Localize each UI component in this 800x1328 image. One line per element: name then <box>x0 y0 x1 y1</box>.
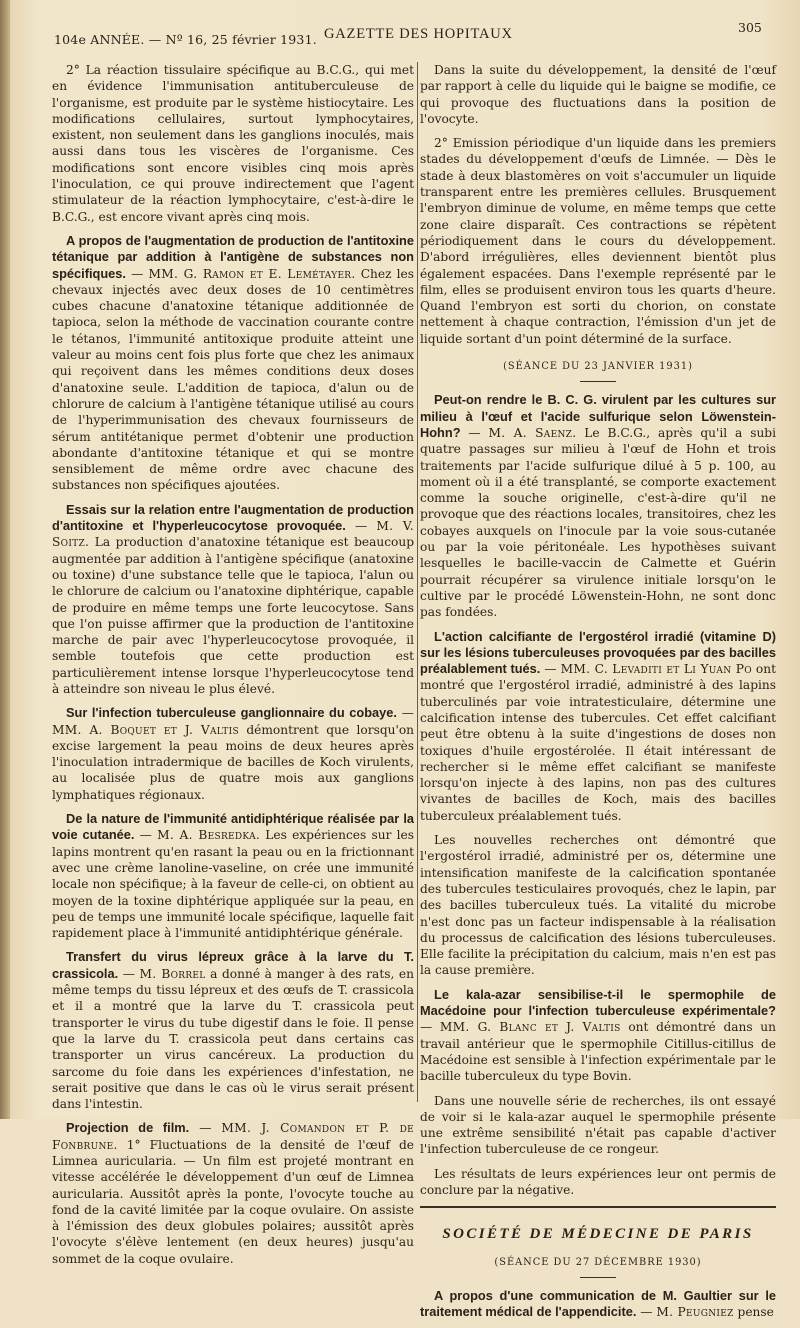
article-paragraph: L'action calcifiante de l'ergostérol irradié (vitamine D) sur les lésions tuberculeuses provoquées par des bacilles préalablement tués. — MM. C. Levaditi et Li Yuan Po ont montré que l'ergostérol irradié, administré à des lapins tuberculinés par voie intratesticulaire, détermine une calcification intense des tubercules. Cet effet calcifiant peut être obtenu à la suite d'ingestions de doses non toxiques d'huile ergostérolée. Il était intéressant de rechercher si le même effet calcifiant se manifeste lorsqu'on injecte à des lapins, non pas des cultures vivantes de bacilles de Koch, mais des bacilles tuberculeux préalablement tués. <box>420 628 777 823</box>
article-paragraph: Transfert du virus lépreux grâce à la larve du T. crassicola. — M. Borrel a donné à manger à des rats, en même temps du tissu lépreux et des œufs de T. crassicola et il a montré que la larve du T. crassicola peut transporter le virus du tube digestif dans le foie. Il pense que la larve du T. crassicola peut dans certains cas transporter un virus cancéreux. La production du sarcome du foie dans les expériences d'infestation, ne serait positive que dans le cas où le virus serait présent dans l'intestin. <box>52 949 414 1112</box>
article-body: a donné à manger à des rats, en même temps du tissu lépreux et des œufs de T. crassicola et il a montré que la larve du T. crassicola peut transporter le virus du tube digestif dans le foie. Il pense que la larve du T. crassicola peut dans certains cas transporter un virus cancéreux. La production du sarcome du foie dans les expériences d'infestation, ne serait positive que dans le cas où le virus serait présent dans l'intestin. <box>52 966 414 1112</box>
column-divider <box>417 62 418 1102</box>
article-title: De la nature de l'immunité antidiphtérique réalisée par la voie cutanée. <box>52 811 414 843</box>
article-title: Transfert du virus lépreux grâce à la larve du T. crassicola. <box>52 949 414 981</box>
binding-edge <box>0 0 10 1119</box>
journal-title: GAZETTE DES HOPITAUX <box>324 26 513 42</box>
article-title: A propos de l'augmentation de production de l'antitoxine tétanique par addition à l'antigène de substances non spécifiques. <box>52 232 414 281</box>
session-date: (SÉANCE DU 27 DÉCEMBRE 1930) <box>494 1256 702 1268</box>
article-body: Les nouvelles recherches ont démontré que l'ergostérol irradié, administré per os, détermine une intensification manifeste de la calcification spontanée des tubercules testiculaires provoqués, chez le lapin, par des bacilles tuberculeux tués. La vitalité du microbe n'est donc pas un facteur indispensable à la réalisation du processus de calcification des lésions tuberculeuses. Elle facilite la précipitation du calcium, mais n'en est pas la cause première. <box>420 833 776 978</box>
article-paragraph: De la nature de l'immunité antidiphtérique réalisée par la voie cutanée. — M. A. Besredka. Les expériences sur les lapins montrent qu'en rasant la peau ou en la frictionnant avec une crème lanoline-vaseline, on crée une immunité locale non spécifique; à la faveur de celle-ci, on obtient au moyen de la toxine diphtérique appliquée sur la peau, en peu de temps une immunité locale spécifique, laquelle fait rapidement place à l'immunité antidiphtérique générale. <box>52 811 414 941</box>
article-body: Le B.C.G., après qu'il a subi quatre passages sur milieu à l'œuf de Hohn et trois traitements par l'acide sulfurique dilué à 5 p. 100, au moment où il a été transplanté, se comporte exactement comme la souche originelle, c'est-à-dire qu'il ne provoque que des réactions locales, transitoires, chez les cobayes auxquels on l'inocule par la voie sous-cutanée ou par la voie péritonéale. Les hypothèses suivant lesquelles le bacille-vaccin de Calmette et Guérin pourrait récupérer sa virulence initiale lorsqu'on le cultive par le procédé Löwenstein-Hohn, ne sont donc pas fondées. <box>420 425 776 620</box>
article-body: 2° La réaction tissulaire spécifique au B.C.G., qui met en évidence l'immunisation antituberculeuse de l'organisme, est produite par le système histiocytaire. Les modifications cellulaires, surtout lymphocytaires, existent, non seulement dans les ganglions inoculés, mais aussi dans tous les viscères de l'organisme. Ces modifications sont encore visibles cinq mois après l'inoculation, ce qui prouve indirectement que l'agent stimulateur de la réaction lymphocytaire, c'est-à-dire le B.C.G., est encore vivant après cinq mois. <box>52 63 414 224</box>
section-rule <box>420 1206 776 1208</box>
article-authors: MM. G. Ramon et E. Lemétayer. <box>148 266 356 281</box>
article-authors: M. A. Besredka. <box>157 828 261 843</box>
article-title: L'action calcifiante de l'ergostérol irradié (vitamine D) sur les lésions tuberculeuses provoquées par des bacilles préalablement tués. <box>420 628 776 677</box>
article-body: Les expériences sur les lapins montrent qu'en rasant la peau ou en la frictionnant avec une crème lanoline-vaseline, on crée une immunité locale non spécifique; à la faveur de celle-ci, on obtient au moyen de la toxine diphtérique appliquée sur la peau, en peu de temps une immunité locale spécifique, laquelle fait rapidement place à l'immunité antidiphtérique générale. <box>52 828 414 941</box>
article-title: A propos d'une communication de M. Gaultier sur le traitement médical de l'appendicite. <box>420 1287 776 1320</box>
article-body: Dans une nouvelle série de recherches, ils ont essayé de voir si le kala-azar auquel le spermophile présente une extrême sensibilité n'était pas capable d'activer l'infection tuberculeuse de ce rongeur. <box>420 1093 776 1157</box>
article-title: Le kala-azar sensibilise-t-il le spermophile de Macédoine pour l'infection tuberculeuse expérimentale? <box>420 986 776 1019</box>
page-number: 305 <box>738 20 762 35</box>
article-paragraph: Projection de film. — MM. J. Comandon et P. de Fonbrune. 1° Fluctuations de la densité de l'œuf de Limnea auricularia. — Un film est projeté montrant en vitesse accélérée le développement d'un œuf de Limnea auricularia. Aussitôt après la ponte, l'ovocyte touche au fond de la cavité limitée par la coque ovulaire. On assiste à l'émission des deux globules polaires; aussitôt après l'ovocyte s'élève lentement (en deux heures) jusqu'au sommet de la coque ovulaire. <box>52 1120 414 1266</box>
article-authors: MM. J. Comandon et P. de Fonbrune. <box>52 1121 414 1152</box>
article-body: 2° Emission périodique d'un liquide dans les premiers stades du développement d'œufs de Limnée. — Dès le stade à deux blastomères on voit s'accumuler un liquide transparent entre les premières cellules. Brusquement l'embryon diminue de volume, en même temps que cette zone claire disparaît. Ces contractions se répètent périodiquement dans le cours du développement. D'abord irrégulières, elles deviennent bientôt plus également espacées. Dans l'exemple représenté par le film, elles se produisent environ tous les quarts d'heure. Quand l'embryon est sorti du chorion, on constate nettement à chaque contraction, l'émission d'un jet de liquide sortant d'un point déterminé de la surface. <box>420 136 776 346</box>
article-paragraph: Essais sur la relation entre l'augmentation de production d'antitoxine et l'hyperleucocytose provoquée. — M. V. Soitz. La production d'anatoxine tétanique est beaucoup augmentée par addition à l'antigène spécifique (anatoxine ou toxine) d'une substance telle que le tapioca, l'alun ou le chlorure de calcium ou l'anatoxine diphtérique, capable de produire en même temps une forte leucocytose. Sans que l'on puisse affirmer que la production de l'antitoxine marche de pair avec l'hyperleucocytose provoquée, il semble toutefois que cette production est particulièrement intense lorsque l'hyperleucocytose tend à atteindre son niveau le plus élevé. <box>52 501 415 696</box>
session-date: (SÉANCE DU 23 JANVIER 1931) <box>503 361 693 373</box>
article-body: démontrent que lorsqu'on excise largement la peau moins de deux heures après l'inoculation intradermique de bacilles de Koch virulents, au localisée plus de quatre mois aux ganglions lymphatiques régionaux. <box>52 722 415 802</box>
page-header <box>40 18 785 52</box>
article-paragraph: A propos de l'augmentation de production de l'antitoxine tétanique par addition à l'antigène de substances non spécifiques. — MM. G. Ramon et E. Lemétayer. Chez les chevaux injectés avec deux doses de 10 centimètres cubes chacune d'anatoxine tétanique additionnée de tapioca, selon la méthode de vaccination courante contre le tétanos, l'immunité antitoxique produite atteint une valeur au moins cent fois plus forte que chez les animaux qui reçoivent dans les mêmes conditions deux doses d'anatoxine seule. L'addition de tapioca, d'alun ou de chlorure de calcium à l'antigène tétanique utilisé au cours de l'hyperimmunisation des chevaux fournisseurs de sérum antitétanique permet d'obtenir une production abondante d'antitoxine tétanique et qui se montre sensiblement de même ordre avec chacune des substances non spécifiques ajoutées. <box>52 232 415 493</box>
article-authors: M. Peugniez <box>656 1305 734 1320</box>
article-title: Sur l'infection tuberculeuse ganglionnaire du cobaye. <box>66 705 397 721</box>
article-authors: MM. C. Levaditi et Li Yuan Po <box>560 662 752 677</box>
article-title: Peut-on rendre le B. C. G. virulent par les cultures sur milieu à l'œuf et l'acide sulfurique selon Löwenstein-Hohn? <box>420 392 776 440</box>
issue-line: 104e ANNÉE. — Nº 16, 25 février 1931. <box>54 32 317 47</box>
society-heading: SOCIÉTÉ DE MÉDECINE DE PARIS <box>442 1226 754 1243</box>
article-authors: MM. A. Boquet et J. Valtis <box>52 722 239 737</box>
article-authors: M. A. Saenz. <box>488 425 577 440</box>
article-paragraph: Le kala-azar sensibilise-t-il le spermophile de Macédoine pour l'infection tuberculeuse expérimentale? — MM. G. Blanc et J. Valtis ont démontré dans un travail antérieur que le spermophile Citillus-citillus de Macédoine est sensible à l'infection expérimentale par le bacille tuberculeux du type Bovin. <box>420 986 776 1084</box>
article-paragraph: Sur l'infection tuberculeuse ganglionnaire du cobaye. — MM. A. Boquet et J. Valtis démontrent que lorsqu'on excise largement la peau moins de deux heures après l'inoculation intradermique de bacilles de Koch virulents, au localisée plus de quatre mois aux ganglions lymphatiques régionaux. <box>52 705 415 802</box>
article-body: 1° Fluctuations de la densité de l'œuf de Limnea auricularia. — Un film est projeté montrant en vitesse accélérée le développement d'un œuf de Limnea auricularia. Aussitôt après la ponte, l'ovocyte touche au fond de la cavité limitée par la coque ovulaire. On assiste à l'émission des deux globules polaires; aussitôt après l'ovocyte s'élève lentement (en deux heures) jusqu'au sommet de la coque ovulaire. <box>52 1137 414 1266</box>
separator-rule <box>580 381 616 382</box>
article-authors: MM. G. Blanc et J. Valtis <box>439 1020 621 1035</box>
right-column <box>420 62 776 1328</box>
separator-rule <box>580 1277 616 1278</box>
article-body: ont démontré dans un travail antérieur que le spermophile Citillus-citillus de Macédoine est sensible à l'infection expérimentale par le bacille tuberculeux du type Bovin. <box>420 1020 776 1084</box>
article-paragraph: A propos d'une communication de M. Gaultier sur le traitement médical de l'appendicite. — M. Peugniez pense <box>420 1287 776 1320</box>
article-body: La production d'anatoxine tétanique est beaucoup augmentée par addition à l'antigène spécifique (anatoxine ou toxine) d'une substance telle que le tapioca, l'alun ou le chlorure de calcium ou l'anatoxine diphtérique, capable de produire en même temps une forte leucocytose. Sans que l'on puisse affirmer que la production de l'antitoxine marche de pair avec l'hyperleucocytose provoquée, il semble toutefois que cette production est particulièrement intense lorsque l'hyperleucocytose tend à atteindre son niveau le plus élevé. <box>52 535 415 696</box>
left-column <box>52 62 414 1275</box>
article-body: Chez les chevaux injectés avec deux doses de 10 centimètres cubes chacune d'anatoxine tétanique additionnée de tapioca, selon la méthode de vaccination courante contre le tétanos, l'immunité antitoxique produite atteint une valeur au moins cent fois plus forte que chez les animaux qui reçoivent dans les mêmes conditions deux doses d'anatoxine seule. L'addition de tapioca, d'alun ou de chlorure de calcium à l'antigène tétanique utilisé au cours de l'hyperimmunisation des chevaux fournisseurs de sérum antitétanique permet d'obtenir une production abondante d'antitoxine tétanique et qui se montre sensiblement de même ordre avec chacune des substances non spécifiques ajoutées. <box>52 266 415 493</box>
article-title: Projection de film. <box>66 1120 190 1136</box>
article-body: pense <box>737 1305 774 1320</box>
article-body: Dans la suite du développement, la densité de l'œuf par rapport à celle du liquide qui le baigne se modifie, ce qui provoque des fluctuations dans la position de l'ovocyte. <box>420 63 776 126</box>
article-body: Les résultats de leurs expériences leur ont permis de conclure par la négative. <box>420 1166 776 1197</box>
article-authors: M. Borrel <box>139 966 206 981</box>
article-body: ont montré que l'ergostérol irradié, administré à des lapins tuberculinés par voie intratesticulaire, détermine une calcification intense des tubercules. Cet effet calcifiant peut être obtenu à la suite d'ingestions de doses non toxiques d'huile ergostérolée. Il était intéressant de rechercher si le même effet calcifiant se manifeste lorsqu'on injecte à des lapins, non pas des cultures vivantes de bacilles de Koch, mais des bacilles tuberculeux préalablement tués. <box>420 662 777 823</box>
article-authors: M. V. Soitz. <box>52 519 414 550</box>
article-title: Essais sur la relation entre l'augmentation de production d'antitoxine et l'hyperleucocytose provoquée. <box>52 501 414 534</box>
article-paragraph: Peut-on rendre le B. C. G. virulent par les cultures sur milieu à l'œuf et l'acide sulfurique selon Löwenstein-Hohn? — M. A. Saenz. Le B.C.G., après qu'il a subi quatre passages sur milieu à l'œuf de Hohn et trois traitements par l'acide sulfurique dilué à 5 p. 100, au moment où il a été transplanté, se comporte exactement comme la souche originelle, c'est-à-dire qu'il ne provoque que des réactions locales, transitoires, chez les cobayes auxquels on l'inocule par la voie sous-cutanée ou par la voie péritonéale. Les hypothèses suivant lesquelles le bacille-vaccin de Calmette et Guérin pourrait récupérer sa virulence initiale lorsqu'on le cultive par le procédé Löwenstein-Hohn, ne sont donc pas fondées. <box>420 392 776 620</box>
